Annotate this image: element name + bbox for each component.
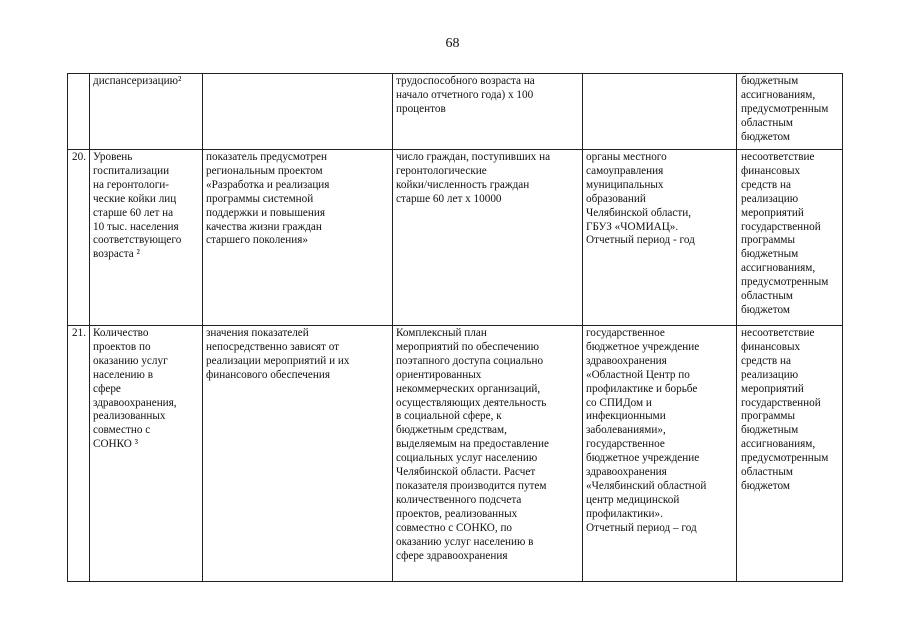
- calculation-method-cell: число граждан, поступивших на геронтологические койки/численность граждан старше 60 лет x 10000: [393, 150, 583, 326]
- table-row: [68, 74, 843, 150]
- risk-cell: несоответствие финансовых средств на реализацию мероприятий государственной программы бюджетным ассигнованиям, предусмотренным областным бюджетом: [737, 150, 843, 326]
- table-row: [68, 150, 843, 326]
- data-source-cell: органы местного самоуправления муниципальных образований Челябинской области, ГБУЗ «ЧОМИАЦ». Отчетный период - год: [583, 150, 737, 326]
- calculation-method-cell: Комплексный план мероприятий по обеспечению поэтапного доступа социально ориентированных некоммерческих организаций, осуществляющих деятельность в социальной сфере, к бюджетным средствам, выделяемым на предоставление социальных услуг населению Челябинской области. Расчет показателя производится путем количественного подсчета проектов, реализованных совместно с СОНКО, по оказанию услуг населению в сфере здравоохранения: [393, 326, 583, 582]
- indicator-name-cell: Количество проектов по оказанию услуг населению в сфере здравоохранения, реализованных совместно с СОНКО ³: [90, 326, 203, 582]
- data-source-cell: государственное бюджетное учреждение здравоохранения «Областной Центр по профилактике и борьбе со СПИДом и инфекционными заболеваниями», государственное бюджетное учреждение здравоохранения «Челябинский областной центр медицинской профилактики». Отчетный период – год: [583, 326, 737, 582]
- risk-cell: бюджетным ассигнованиям, предусмотренным областным бюджетом: [737, 74, 843, 150]
- calculation-method-cell: трудоспособного возраста на начало отчетного года) x 100 процентов: [393, 74, 583, 150]
- table-row: [68, 326, 843, 582]
- risk-cell: несоответствие финансовых средств на реализацию мероприятий государственной программы бюджетным ассигнованиям, предусмотренным областным бюджетом: [737, 326, 843, 582]
- indicator-name-cell: Уровень госпитализации на геронтологи- ческие койки лиц старше 60 лет на 10 тыс. населения соответствующего возраста ²: [90, 150, 203, 326]
- indicators-table: [67, 73, 843, 582]
- indicator-note-cell: значения показателей непосредственно зависят от реализации мероприятий и их финансового обеспечения: [203, 326, 393, 582]
- indicator-note-cell: показатель предусмотрен региональным проектом «Разработка и реализация программы системной поддержки и повышения качества жизни граждан старшего поколения»: [203, 150, 393, 326]
- row-number: 21.: [68, 326, 90, 582]
- indicator-note-cell: [203, 74, 393, 150]
- row-number: 20.: [68, 150, 90, 326]
- page-number: 68: [445, 36, 460, 51]
- indicator-name-cell: диспансеризацию²: [90, 74, 203, 150]
- row-number: [68, 74, 90, 150]
- data-source-cell: [583, 74, 737, 150]
